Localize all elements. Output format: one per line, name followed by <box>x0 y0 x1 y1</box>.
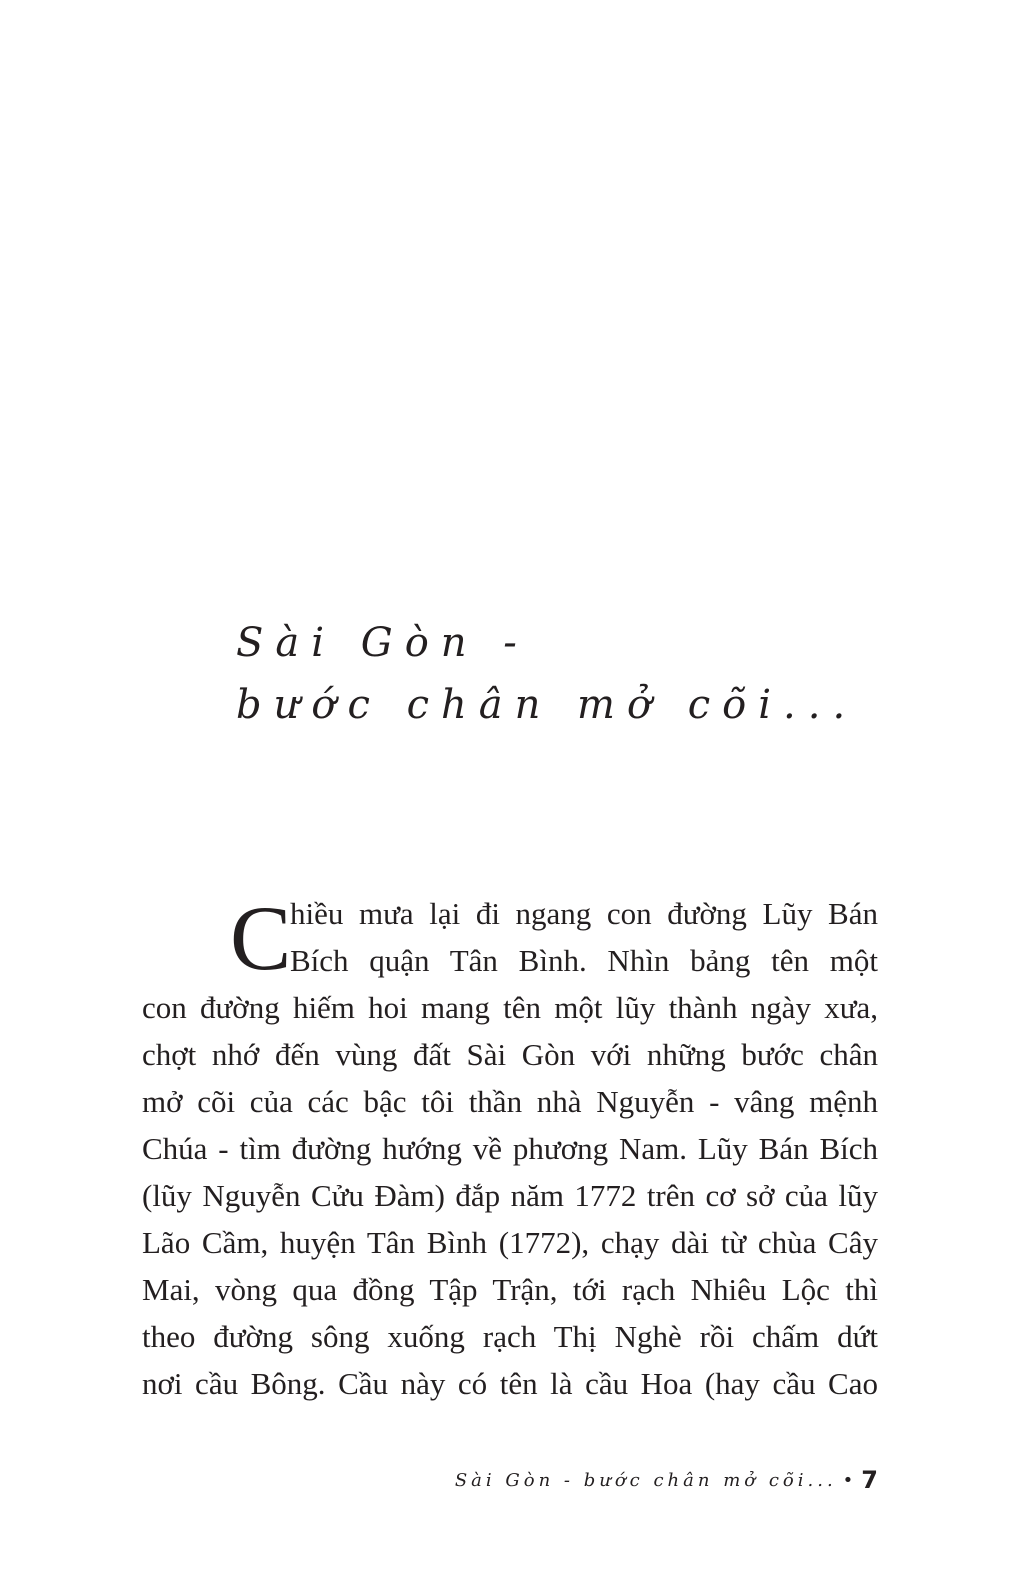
body-line-11: nơi cầu Bông. Cầu này có tên là cầu Hoa (hay cầu Cao <box>142 1366 878 1401</box>
body-line-4: chợt nhớ đến vùng đất Sài Gòn với những bước chân <box>142 1037 878 1072</box>
chapter-title <box>236 612 857 736</box>
running-footer <box>380 1462 878 1498</box>
page-number: 7 <box>861 1466 878 1494</box>
chapter-title-line-2: bước chân mở cõi... <box>236 682 858 728</box>
body-line-10: theo đường sông xuống rạch Thị Nghè rồi chấm dứt <box>142 1319 878 1354</box>
body-line-5: mở cõi của các bậc tôi thần nhà Nguyễn - vâng mệnh <box>142 1084 878 1119</box>
body-line-2: Bích quận Tân Bình. Nhìn bảng tên một <box>290 943 878 978</box>
body-line-8: Lão Cầm, huyện Tân Bình (1772), chạy dài từ chùa Cây <box>142 1225 878 1260</box>
body-line-6: Chúa - tìm đường hướng về phương Nam. Lũy Bán Bích <box>142 1131 878 1166</box>
body-line-3: con đường hiếm hoi mang tên một lũy thành ngày xưa, <box>142 990 878 1025</box>
drop-cap-letter: C <box>230 890 292 989</box>
body-line-7: (lũy Nguyễn Cửu Đàm) đắp năm 1772 trên cơ sở của lũy <box>142 1178 878 1213</box>
footer-running-title: Sài Gòn - bước chân mở cõi... <box>454 1469 837 1491</box>
chapter-title-line-1: Sài Gòn - <box>236 620 529 666</box>
body-paragraph <box>142 890 878 1410</box>
body-line-9: Mai, vòng qua đồng Tập Trận, tới rạch Nhiêu Lộc thì <box>142 1272 878 1307</box>
footer-bullet: • <box>842 1469 854 1491</box>
body-line-1: hiều mưa lại đi ngang con đường Lũy Bán <box>290 896 878 931</box>
